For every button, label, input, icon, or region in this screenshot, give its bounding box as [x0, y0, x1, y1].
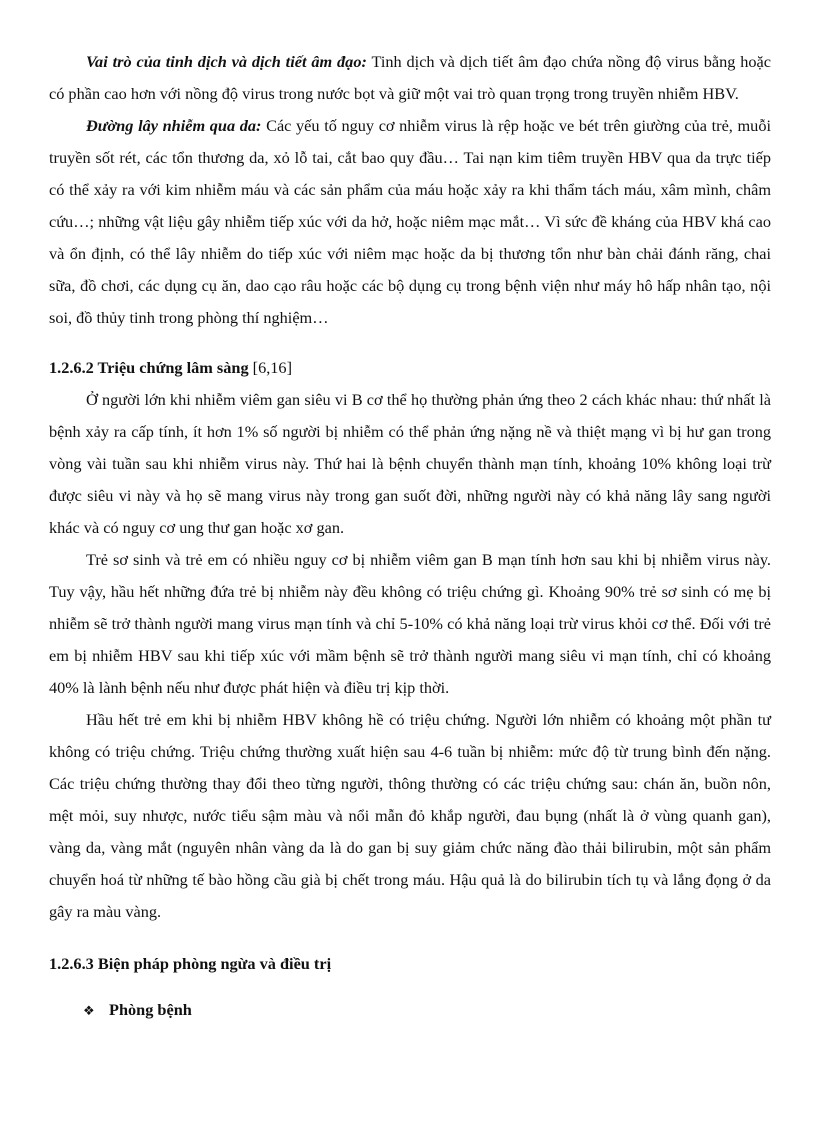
bullet-label: Phòng bệnh — [109, 1000, 192, 1019]
section-heading-clinical-symptoms — [49, 352, 771, 384]
paragraph-symptoms: Hầu hết trẻ em khi bị nhiễm HBV không hề có triệu chứng. Người lớn nhiễm có khoảng một phần tư không có triệu chứng. Triệu chứng thường xuất hiện sau 4-6 tuần bị nhiễm: mức độ từ trung bình đến nặng. Các triệu chứng thường thay đổi theo từng người, thông thường có các triệu chứng sau: chán ăn, buồn nôn, mệt mỏi, suy nhược, nước tiểu sậm màu và nổi mẫn đỏ khắp người, đau bụng (nhất là ở vùng quanh gan), vàng da, vàng mắt (nguyên nhân vàng da là do gan bị suy giảm chức năng đào thải bilirubin, một sản phẩm chuyển hoá từ những tế bào hồng cầu già bị chết trong máu. Hậu quả là do bilirubin tích tụ và lắng đọng ở da gây ra màu vàng. — [49, 710, 771, 921]
heading-title: 1.2.6.2 Triệu chứng lâm sàng — [49, 358, 249, 377]
paragraph-semen-vaginal-fluid — [49, 46, 771, 110]
paragraph-lead: Vai trò của tinh dịch và dịch tiết âm đạo: — [86, 52, 367, 71]
paragraph-text: Tinh dịch và dịch tiết âm đạo chứa nồng độ virus bằng hoặc có phần cao hơn với nồng độ virus trong nước bọt và giữ một vai trò quan trọng trong truyền nhiễm HBV. — [49, 52, 771, 103]
section-heading-prevention-treatment: 1.2.6.3 Biện pháp phòng ngừa và điều trị — [49, 954, 332, 973]
paragraph-infant-infection: Trẻ sơ sinh và trẻ em có nhiều nguy cơ bị nhiễm viêm gan B mạn tính hơn sau khi bị nhiễm virus này. Tuy vậy, hầu hết những đứa trẻ bị nhiễm này đều không có triệu chứng gì. Khoảng 90% trẻ sơ sinh có mẹ bị nhiễm sẽ trở thành người mang virus mạn tính và chỉ 5-10% có khả năng loại trừ virus khỏi cơ thể. Đối với trẻ em bị nhiễm HBV sau khi tiếp xúc với mầm bệnh sẽ trở thành người mang siêu vi mạn tính, chỉ có khoảng 40% là lành bệnh nếu như được phát hiện và điều trị kịp thời. — [49, 550, 771, 697]
bullet-prevention — [83, 994, 771, 1028]
paragraph-lead: Đường lây nhiễm qua da: — [86, 116, 262, 135]
paragraph-adult-infection: Ở người lớn khi nhiễm viêm gan siêu vi B cơ thể họ thường phản ứng theo 2 cách khác nhau: thứ nhất là bệnh xảy ra cấp tính, ít hơn 1% số người bị nhiễm có thể phản ứng nặng nề và thiệt mạng vì bị hư gan trong vòng vài tuần sau khi nhiễm virus này. Thứ hai là bệnh chuyển thành mạn tính, khoảng 10% không loại trừ được siêu vi này và họ sẽ mang virus này trong gan suốt đời, những người này có khả năng lây sang người khác và có nguy cơ ung thư gan hoặc xơ gan. — [49, 390, 771, 537]
diamond-bullet-icon: ❖ — [83, 1004, 95, 1019]
paragraph-skin-transmission — [49, 110, 771, 334]
heading-reference: [6,16] — [248, 358, 292, 377]
paragraph-text: Các yếu tố nguy cơ nhiễm virus là rệp hoặc ve bét trên giường của trẻ, muỗi truyền sốt rét, các tổn thương da, xỏ lỗ tai, cắt bao quy đầu… Tai nạn kim tiêm truyền HBV qua da trực tiếp có thể xảy ra với kim nhiễm máu và các sản phẩm của máu hoặc xảy ra khi thẩm tách máu, xâm mình, châm cứu…; những vật liệu gây nhiễm tiếp xúc với da hở, hoặc niêm mạc mắt… Vì sức đề kháng của HBV khá cao và ổn định, có thể lây nhiễm do tiếp xúc với niêm mạc hoặc da bị thương tổn như bàn chải đánh răng, chai sữa, đồ chơi, các dụng cụ ăn, dao cạo râu hoặc các bộ dụng cụ trong bệnh viện như máy hô hấp nhân tạo, nội soi, đồ thủy tinh trong phòng thí nghiệm… — [49, 116, 771, 327]
document-page — [49, 46, 771, 1028]
